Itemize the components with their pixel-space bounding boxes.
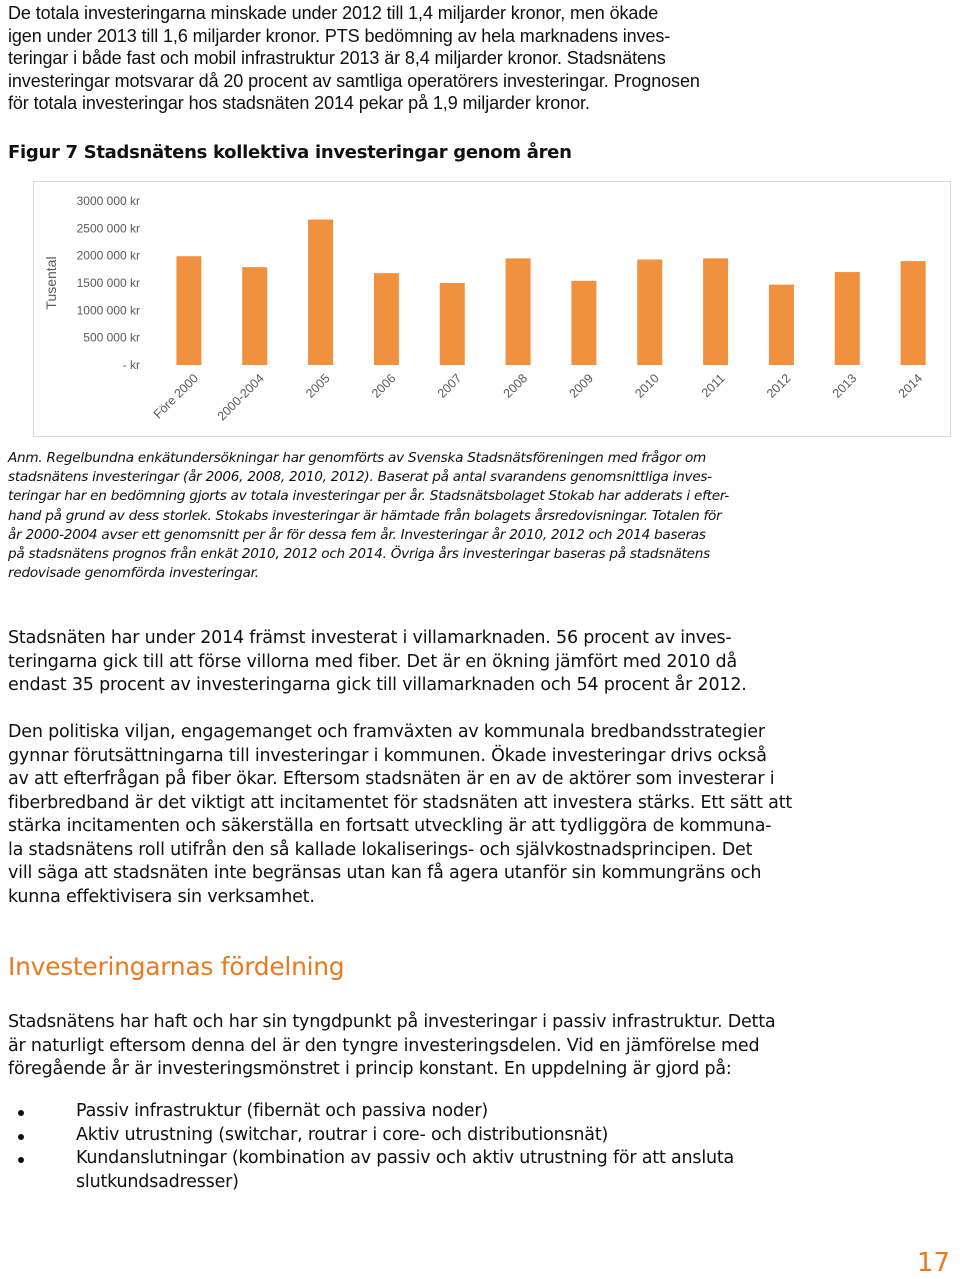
bar xyxy=(703,258,728,365)
bar xyxy=(176,256,201,365)
section-heading: Investeringarnas fördelning xyxy=(8,952,345,981)
y-tick-label: 1000 000 kr xyxy=(76,303,140,318)
bar xyxy=(374,273,399,365)
list-item xyxy=(8,1147,948,1194)
text-line: stärka incitamenten och säkerställa en fortsatt utveckling är att tydliggöra de kommuna- xyxy=(8,816,772,836)
text-line: Anm. Regelbundna enkätundersökningar har genomförts av Svenska Stadsnätsföreningen med frågor om xyxy=(8,450,707,466)
bar xyxy=(440,283,465,365)
text-line: år 2000-2004 avser ett genomsnitt per år för dessa fem år. Investeringar år 2010, 2012 och 2014 baseras xyxy=(8,526,706,543)
text-line: Den politiska viljan, engagemanget och framväxten av kommunala bredbandsstrategier xyxy=(8,722,765,742)
x-tick-label: Före 2000 xyxy=(150,371,202,422)
bar xyxy=(506,258,531,365)
y-axis-title: Tusental xyxy=(43,256,59,310)
intro-paragraph xyxy=(8,2,948,115)
x-tick-label: 2013 xyxy=(829,371,860,401)
x-tick-label: 2009 xyxy=(566,371,597,401)
bullet-icon xyxy=(18,1110,24,1116)
list-item-text: Aktiv utrustning (switchar, routrar i core- och distributionsnät) xyxy=(76,1124,609,1145)
text-line: teringarna gick till att förse villorna med fiber. Det är en ökning jämfört med 2010 då xyxy=(8,651,737,672)
text-line: redovisade genomförda investeringar. xyxy=(8,565,259,582)
text-line: är naturligt eftersom denna del är den tyngre investeringsdelen. Vid en jämförelse med xyxy=(8,1035,760,1056)
text-line: igen under 2013 till 1,6 miljarder kronor. PTS bedömning av hela marknadens inves- xyxy=(8,25,671,46)
list-item xyxy=(8,1100,948,1124)
bar xyxy=(571,281,596,365)
list-item-text: Kundanslutningar (kombination av passiv och aktiv utrustning för att ansluta xyxy=(76,1148,735,1168)
x-tick-label: 2014 xyxy=(895,371,926,401)
text-line: gynnar förutsättningarna till investeringar i kommunen. Ökade investeringar drivs också xyxy=(8,745,767,766)
text-line: hand på grund av dess storlek. Stokabs investeringar är hämtade från bolagets årsredovisningar. Totalen för xyxy=(8,507,722,524)
y-tick-label: 2500 000 kr xyxy=(76,221,140,236)
x-tick-label: 2007 xyxy=(434,371,465,401)
bullet-icon xyxy=(18,1157,24,1163)
x-tick-label: 2006 xyxy=(368,371,399,401)
y-tick-label: - kr xyxy=(122,358,140,372)
text-line: fiberbredband är det viktigt att incitamentet för stadsnäten att investera stärks. Ett sätt att xyxy=(8,792,793,813)
text-line: teringar i både fast och mobil infrastruktur 2013 är 8,4 miljarder kronor. Stadsnätens xyxy=(8,48,666,68)
bar xyxy=(637,259,662,365)
text-line: stadsnätens investeringar (år 2006, 2008, 2010, 2012). Baserat på antal svarandens genomsnittliga inves- xyxy=(8,469,712,486)
x-tick-label: 2000-2004 xyxy=(214,371,267,424)
text-line: på stadsnätens prognos från enkät 2010, 2012 och 2014. Övriga års investeringar baseras på stadsnätens xyxy=(8,546,710,563)
text-line: för totala investeringar hos stadsnäten 2014 pekar på 1,9 miljarder kronor. xyxy=(8,93,590,113)
paragraph-politiska-viljan xyxy=(8,721,948,909)
text-line: De totala investeringarna minskade under 2012 till 1,4 miljarder kronor, men ökade xyxy=(8,3,659,23)
y-tick-label: 3000 000 kr xyxy=(76,194,140,208)
text-line: la stadsnätens roll utifrån den så kallade lokaliserings- och självkostnadsprincipen. Det xyxy=(8,839,753,860)
list-item xyxy=(8,1124,948,1148)
text-line: av att efterfrågan på fiber ökar. Eftersom stadsnäten är en av de aktörer som investerar i xyxy=(8,769,775,789)
y-tick-label: 1500 000 kr xyxy=(76,276,140,290)
x-tick-label: 2012 xyxy=(763,371,794,401)
text-line: investeringar motsvarar då 20 procent av samtliga operatörers investeringar. Prognosen xyxy=(8,70,700,91)
list-item-text: Passiv infrastruktur (fibernät och passiva noder) xyxy=(76,1101,488,1121)
bar xyxy=(242,267,267,365)
paragraph-tyngdpunkt xyxy=(8,1011,948,1082)
text-line: kunna effektivisera sin verksamhet. xyxy=(8,886,315,907)
text-line: Stadsnäten har under 2014 främst investerat i villamarknaden. 56 procent av inves- xyxy=(8,628,732,648)
y-tick-label: 500 000 kr xyxy=(83,330,140,345)
x-tick-label: 2011 xyxy=(698,371,728,401)
figure-title: Figur 7 Stadsnätens kollektiva investeringar genom åren xyxy=(8,142,572,163)
page-number: 17 xyxy=(916,1248,950,1278)
y-tick-label: 2000 000 kr xyxy=(76,248,140,263)
x-tick-label: 2010 xyxy=(632,371,662,401)
text-line: teringar har en bedömning gjorts av totala investeringar per år. Stadsnätsbolaget Stokab har adderats i efter- xyxy=(8,488,730,505)
bullet-list xyxy=(8,1100,948,1194)
list-item-text: slutkundsadresser) xyxy=(76,1171,239,1192)
paragraph-villamarknaden xyxy=(8,627,948,698)
text-line: föregående år är investeringsmönstret i princip konstant. En uppdelning är gjord på: xyxy=(8,1059,732,1079)
bar xyxy=(308,220,333,365)
figure-note xyxy=(8,449,948,583)
text-line: vill säga att stadsnäten inte begränsas utan kan få agera utanför sin kommungräns och xyxy=(8,863,762,883)
text-line: endast 35 procent av investeringarna gick till villamarknaden och 54 procent år 2012. xyxy=(8,675,747,695)
x-tick-label: 2005 xyxy=(303,371,333,401)
x-tick-label: 2008 xyxy=(500,371,531,401)
bar-chart-svg xyxy=(34,182,952,438)
text-line: Stadsnätens har haft och har sin tyngdpunkt på investeringar i passiv infrastruktur. Detta xyxy=(8,1012,776,1032)
bullet-icon xyxy=(18,1134,24,1140)
bar xyxy=(901,261,926,365)
bar xyxy=(835,272,860,365)
bar xyxy=(769,285,794,365)
bar-chart xyxy=(33,181,951,437)
